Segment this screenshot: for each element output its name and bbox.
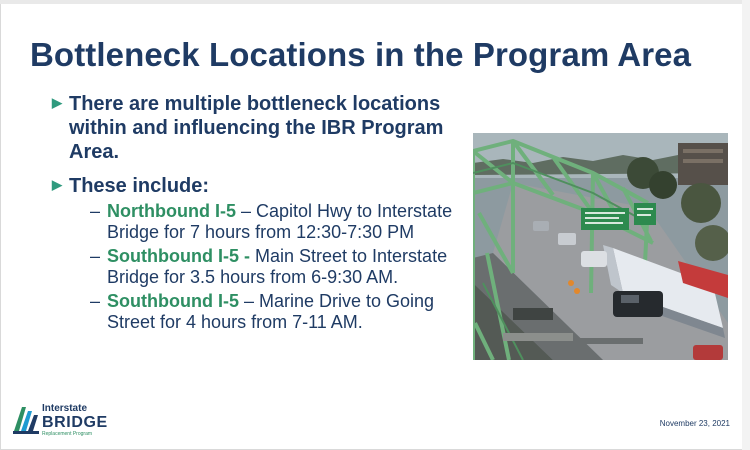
- bullet-item-2: [52, 174, 457, 333]
- bullet-text-1: There are multiple bottleneck locations within and influencing the IBR Program Area.: [69, 93, 444, 163]
- logo-text: [42, 404, 108, 437]
- sub-item-southbound-main: [90, 246, 457, 288]
- sub-item-description: Marine Drive to Going Street for 4 hours from 7-11 AM.: [107, 291, 435, 332]
- sub-item-northbound: [90, 201, 457, 243]
- sub-item-direction: Southbound I-5: [107, 291, 239, 311]
- sub-bullet-list: [69, 201, 457, 333]
- sub-item-southbound-marine: [90, 291, 457, 333]
- logo-line-program: Replacement Program: [42, 431, 93, 437]
- logo-line-interstate: Interstate: [42, 403, 88, 414]
- bullet-text-2: These include:: [69, 175, 210, 197]
- right-border: [742, 0, 750, 450]
- sub-item-description: Main Street to Interstate Bridge for 3.5 hours from 6-9:30 AM.: [107, 246, 448, 287]
- sub-item-separator: –: [235, 201, 256, 221]
- sub-item-separator: –: [238, 291, 259, 311]
- bullet-list: [52, 92, 457, 333]
- slide-date: November 23, 2021: [659, 419, 730, 428]
- sub-item-direction: Northbound I-5: [107, 201, 236, 221]
- bridge-logo-icon: [12, 401, 40, 435]
- sub-item-description: Capitol Hwy to Interstate Bridge for 7 hours from 12:30-7:30 PM: [107, 201, 453, 242]
- bridge-traffic-photo: [473, 133, 728, 360]
- dash-icon: –: [90, 291, 101, 311]
- dash-icon: –: [90, 201, 101, 221]
- interstate-bridge-logo: [12, 401, 122, 441]
- bullet-arrow-icon: ▶: [52, 177, 62, 192]
- bullet-arrow-icon: ▶: [52, 95, 62, 110]
- dash-icon: –: [90, 246, 101, 266]
- logo-line-bridge: BRIDGE: [42, 414, 108, 431]
- slide-title: Bottleneck Locations in the Program Area: [30, 36, 692, 73]
- sub-item-direction: Southbound I-5 -: [107, 246, 250, 266]
- bullet-item-1: [52, 92, 457, 164]
- top-border: [0, 0, 750, 4]
